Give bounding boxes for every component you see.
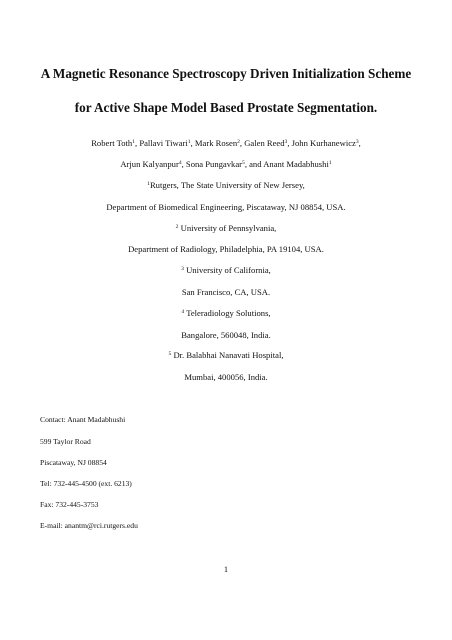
affiliation-4-line-2: Bangalore, 560048, India. — [181, 330, 271, 340]
affiliation-3-line-1 — [10, 265, 442, 276]
affiliation-mark: 5 — [168, 350, 172, 357]
affiliation-mark: 4 — [181, 308, 185, 315]
author-separator: , — [135, 138, 140, 148]
author-affiliation-mark: 4 — [178, 159, 182, 166]
page-number: 1 — [223, 565, 229, 574]
author-line-2 — [10, 159, 442, 170]
author-line-1 — [10, 138, 442, 149]
author-affiliation-mark: 3 — [355, 138, 359, 145]
contact-fax: Fax: 732-445-3753 — [40, 500, 99, 509]
author-separator: , — [287, 138, 292, 148]
affiliation-5-line-2: Mumbai, 400056, India. — [184, 372, 268, 382]
author-affiliation-mark: 5 — [242, 159, 245, 166]
affiliation-mark: 3 — [181, 265, 184, 272]
paper-title-line-2: for Active Shape Model Based Prostate Segmentation. — [74, 100, 378, 115]
author-name: Robert Toth — [91, 138, 133, 148]
author-separator: , — [181, 159, 186, 169]
author-name: Arjun Kalyanpur — [120, 159, 179, 169]
affiliation-1-line-2: Department of Biomedical Engineering, Piscataway, NJ 08854, USA. — [106, 202, 346, 212]
affiliation-text: Dr. Balabhai Nanavati Hospital, — [171, 350, 284, 360]
author-affiliation-mark: 1 — [187, 138, 191, 145]
affiliation-mark: 2 — [175, 223, 179, 230]
contact-name: Contact: Anant Madabhushi — [40, 415, 126, 424]
author-affiliation-mark: 2 — [237, 138, 240, 145]
author-name: Sona Pungavkar — [185, 159, 243, 169]
affiliation-2-line-1 — [10, 223, 442, 234]
affiliation-1-line-1 — [10, 180, 442, 191]
contact-city: Piscataway, NJ 08854 — [40, 458, 107, 467]
author-separator: , — [239, 138, 245, 148]
affiliation-text: Rutgers, The State University of New Jersey, — [149, 180, 305, 190]
contact-email: E-mail: anantm@rci.rutgers.edu — [40, 521, 138, 530]
affiliation-text: University of Pennsylvania, — [178, 223, 277, 233]
author-name: Pallavi Tiwari — [139, 138, 188, 148]
author-name: Anant Madabhushi — [263, 159, 329, 169]
author-separator: , — [190, 138, 195, 148]
affiliation-mark: 1 — [147, 180, 150, 187]
affiliation-text: Teleradiology Solutions, — [184, 308, 271, 318]
contact-telephone: Tel: 732-445-4500 (ext. 6213) — [40, 479, 132, 488]
affiliation-2-line-2: Department of Radiology, Philadelphia, PA 19104, USA. — [128, 244, 324, 254]
author-separator: , — [358, 138, 361, 148]
author-name: John Kurhanewicz — [291, 138, 356, 148]
author-affiliation-mark: 1 — [328, 159, 332, 166]
affiliation-3-line-2: San Francisco, CA, USA. — [181, 287, 271, 297]
contact-street: 599 Taylor Road — [40, 437, 91, 446]
author-affiliation-mark: 1 — [132, 138, 136, 145]
author-name: Mark Rosen — [194, 138, 238, 148]
author-name: Galen Reed — [244, 138, 285, 148]
author-separator: , and — [244, 159, 264, 169]
affiliation-4-line-1 — [10, 308, 442, 319]
affiliation-5-line-1 — [10, 350, 442, 361]
affiliation-text: University of California, — [183, 265, 271, 275]
paper-title-line-1: A Magnetic Resonance Spectroscopy Driven Initialization Scheme — [40, 66, 412, 81]
author-affiliation-mark: 3 — [284, 138, 288, 145]
